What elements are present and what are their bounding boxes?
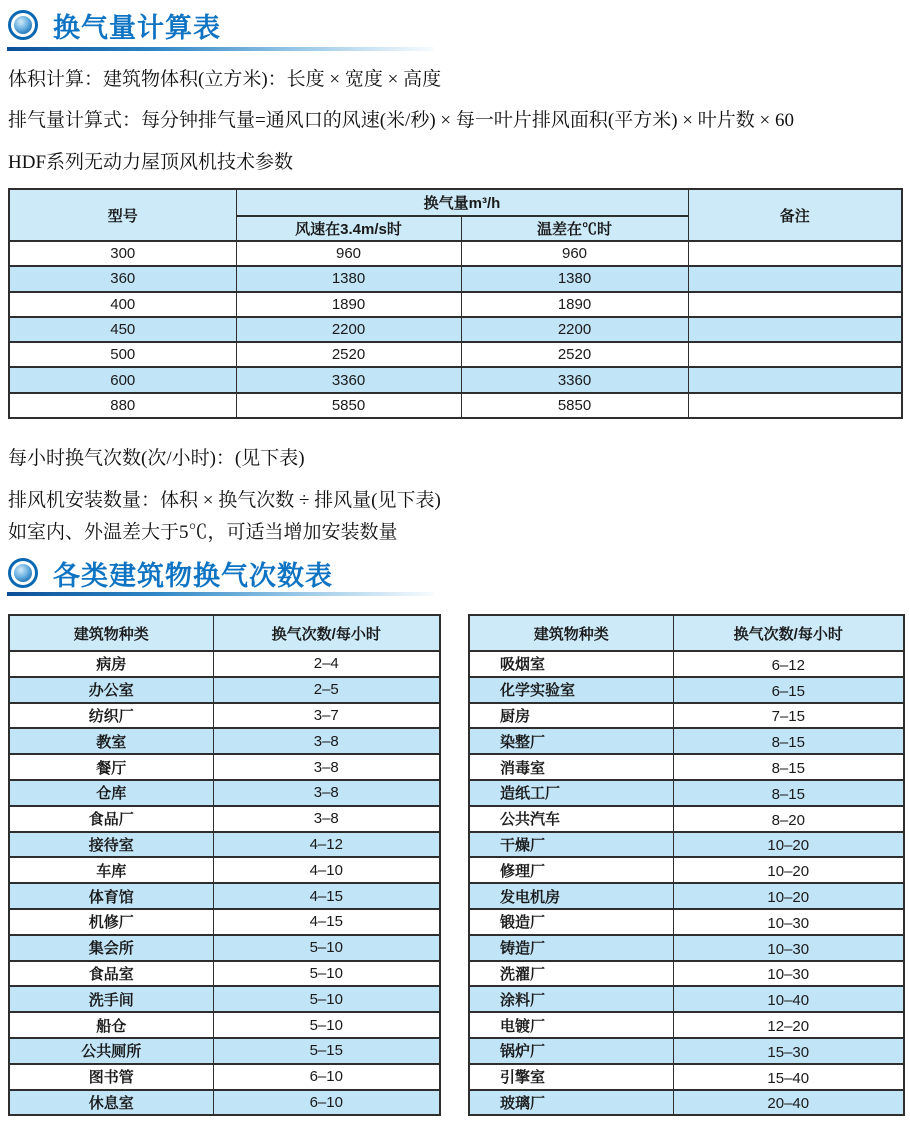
- table-cell: 3360: [236, 367, 461, 392]
- table-cell: 5–15: [213, 1038, 440, 1064]
- table-row: [469, 1038, 904, 1064]
- table-row: [9, 728, 440, 754]
- aer-left-head: [9, 615, 440, 651]
- aer-left-body: [9, 651, 440, 1115]
- table-cell: 8–15: [673, 728, 904, 754]
- table-cell: 400: [9, 292, 236, 317]
- table-row: [9, 241, 902, 266]
- table-row: [9, 266, 902, 291]
- table-cell: 4–15: [213, 883, 440, 909]
- table-cell: 化学实验室: [469, 677, 673, 703]
- column-header-windspeed: 风速在3.4m/s时: [236, 216, 461, 241]
- table-cell: 12–20: [673, 1012, 904, 1038]
- table-cell: [688, 317, 902, 342]
- table-row: [9, 857, 440, 883]
- table-cell: 5–10: [213, 961, 440, 987]
- table-cell: 教室: [9, 728, 213, 754]
- table-cell: 公共汽车: [469, 806, 673, 832]
- table-cell: 1890: [236, 292, 461, 317]
- table-row: [9, 832, 440, 858]
- table-cell: 4–15: [213, 909, 440, 935]
- table-cell: 5–10: [213, 1012, 440, 1038]
- table-row: [9, 935, 440, 961]
- table-cell: 锻造厂: [469, 909, 673, 935]
- fan-quantity-note: 排风机安装数量：体积 × 换气次数 ÷ 排风量(见下表): [8, 490, 441, 511]
- column-header-tempdiff: 温差在℃时: [461, 216, 688, 241]
- table-cell: 休息室: [9, 1090, 213, 1116]
- table-cell: 消毒室: [469, 754, 673, 780]
- table-cell: 洗手间: [9, 986, 213, 1012]
- hdf-series-label: HDF系列无动力屋顶风机技术参数: [8, 152, 294, 173]
- table-cell: 5850: [236, 393, 461, 418]
- table-cell: 2–4: [213, 651, 440, 677]
- table-row: [469, 806, 904, 832]
- table-row: [9, 806, 440, 832]
- table-cell: 5–10: [213, 935, 440, 961]
- table-row: [469, 677, 904, 703]
- table-row: [9, 780, 440, 806]
- table-row: [9, 367, 902, 392]
- table-cell: 3–8: [213, 806, 440, 832]
- volume-formula-text: 体积计算：建筑物体积(立方米)：长度 × 宽度 × 高度: [8, 69, 442, 90]
- table-cell: 3–7: [213, 703, 440, 729]
- column-header-building-type: 建筑物种类: [9, 615, 213, 651]
- table-cell: 6–12: [673, 651, 904, 677]
- table-cell: 600: [9, 367, 236, 392]
- table-row: [9, 677, 440, 703]
- table-row: [9, 292, 902, 317]
- table-cell: 仓库: [9, 780, 213, 806]
- section2-title: 各类建筑物换气次数表: [53, 560, 333, 591]
- table-cell: 接待室: [9, 832, 213, 858]
- table-cell: 6–10: [213, 1064, 440, 1090]
- air-changes-note: 每小时换气次数(次/小时)：(见下表): [8, 448, 305, 469]
- table-row: [469, 909, 904, 935]
- table-cell: [688, 342, 902, 367]
- table-row: [9, 1064, 440, 1090]
- table-row: [9, 703, 440, 729]
- table-row: [9, 393, 902, 418]
- table-cell: 8–15: [673, 754, 904, 780]
- temperature-note: 如室内、外温差大于5℃，可适当增加安装数量: [8, 522, 398, 543]
- table-cell: 4–12: [213, 832, 440, 858]
- table-cell: 食品室: [9, 961, 213, 987]
- table-cell: 船仓: [9, 1012, 213, 1038]
- table-cell: 8–15: [673, 780, 904, 806]
- table-header-row: [9, 189, 902, 216]
- table-row: [469, 754, 904, 780]
- table-cell: 880: [9, 393, 236, 418]
- table-cell: [688, 241, 902, 266]
- table-row: [469, 832, 904, 858]
- table-row: [9, 883, 440, 909]
- table-cell: 5850: [461, 393, 688, 418]
- table-cell: 10–30: [673, 961, 904, 987]
- table-row: [9, 961, 440, 987]
- table-cell: 300: [9, 241, 236, 266]
- table-cell: 染整厂: [469, 728, 673, 754]
- table-row: [469, 857, 904, 883]
- hdf-spec-table-head: [9, 189, 902, 241]
- table-cell: 食品厂: [9, 806, 213, 832]
- section1-header: [8, 8, 221, 42]
- table-cell: 车库: [9, 857, 213, 883]
- table-cell: 15–40: [673, 1064, 904, 1090]
- aer-right-head: [469, 615, 904, 651]
- table-cell: 450: [9, 317, 236, 342]
- column-header-air-changes: 换气次数/每小时: [673, 615, 904, 651]
- hdf-spec-table: [8, 188, 903, 419]
- section2-header: [8, 556, 333, 590]
- column-header-remark: 备注: [688, 189, 902, 241]
- section2-underline: [7, 592, 434, 596]
- table-row: [469, 1012, 904, 1038]
- table-row: [9, 1012, 440, 1038]
- table-row: [469, 1090, 904, 1116]
- table-row: [469, 651, 904, 677]
- table-cell: 960: [236, 241, 461, 266]
- table-cell: 1380: [461, 266, 688, 291]
- target-bullet-icon: [8, 558, 38, 588]
- table-cell: 体育馆: [9, 883, 213, 909]
- target-bullet-icon: [8, 10, 38, 40]
- table-cell: 公共厕所: [9, 1038, 213, 1064]
- table-cell: 造纸工厂: [469, 780, 673, 806]
- table-row: [9, 1038, 440, 1064]
- table-cell: 2200: [461, 317, 688, 342]
- table-row: [9, 317, 902, 342]
- table-cell: 1380: [236, 266, 461, 291]
- hdf-spec-table-body: [9, 241, 902, 418]
- table-cell: 吸烟室: [469, 651, 673, 677]
- table-row: [469, 780, 904, 806]
- table-row: [469, 703, 904, 729]
- table-cell: 纺织厂: [9, 703, 213, 729]
- table-cell: 图书管: [9, 1064, 213, 1090]
- exhaust-formula-text: 排气量计算式：每分钟排气量=通风口的风速(米/秒) × 每一叶片排风面积(平方米) × 叶片数 × 60: [8, 110, 794, 131]
- table-row: [469, 728, 904, 754]
- table-cell: 10–30: [673, 935, 904, 961]
- table-row: [9, 342, 902, 367]
- table-cell: 涂料厂: [469, 986, 673, 1012]
- table-cell: 干燥厂: [469, 832, 673, 858]
- table-row: [469, 961, 904, 987]
- table-row: [469, 1064, 904, 1090]
- table-cell: 发电机房: [469, 883, 673, 909]
- column-header-air-changes: 换气次数/每小时: [213, 615, 440, 651]
- table-cell: [688, 393, 902, 418]
- column-header-model: 型号: [9, 189, 236, 241]
- table-cell: 餐厅: [9, 754, 213, 780]
- table-row: [9, 651, 440, 677]
- table-cell: 20–40: [673, 1090, 904, 1116]
- table-cell: 4–10: [213, 857, 440, 883]
- table-cell: 厨房: [469, 703, 673, 729]
- table-cell: 3360: [461, 367, 688, 392]
- table-row: [9, 986, 440, 1012]
- building-aer-table-right: [468, 614, 905, 1116]
- table-header-row: [469, 615, 904, 651]
- table-cell: 1890: [461, 292, 688, 317]
- table-cell: 500: [9, 342, 236, 367]
- table-cell: 2520: [461, 342, 688, 367]
- table-row: [9, 1090, 440, 1116]
- building-aer-table-left: [8, 614, 441, 1116]
- table-cell: 10–30: [673, 909, 904, 935]
- table-row: [9, 909, 440, 935]
- table-cell: [688, 367, 902, 392]
- table-cell: 2–5: [213, 677, 440, 703]
- table-row: [469, 935, 904, 961]
- table-cell: 锅炉厂: [469, 1038, 673, 1064]
- table-cell: 10–20: [673, 857, 904, 883]
- table-header-row: [9, 615, 440, 651]
- table-cell: 7–15: [673, 703, 904, 729]
- table-cell: 电镀厂: [469, 1012, 673, 1038]
- table-cell: 洗濯厂: [469, 961, 673, 987]
- table-cell: 3–8: [213, 728, 440, 754]
- table-cell: 引擎室: [469, 1064, 673, 1090]
- table-cell: 2200: [236, 317, 461, 342]
- table-cell: [688, 292, 902, 317]
- table-cell: 病房: [9, 651, 213, 677]
- table-cell: 6–10: [213, 1090, 440, 1116]
- table-cell: 办公室: [9, 677, 213, 703]
- table-cell: 960: [461, 241, 688, 266]
- table-cell: 3–8: [213, 780, 440, 806]
- table-cell: 玻璃厂: [469, 1090, 673, 1116]
- table-cell: 集会所: [9, 935, 213, 961]
- section1-title: 换气量计算表: [53, 12, 221, 43]
- table-cell: 2520: [236, 342, 461, 367]
- table-cell: 铸造厂: [469, 935, 673, 961]
- table-row: [9, 754, 440, 780]
- section1-underline: [7, 47, 434, 51]
- table-cell: 5–10: [213, 986, 440, 1012]
- table-cell: 360: [9, 266, 236, 291]
- table-cell: 修理厂: [469, 857, 673, 883]
- table-cell: 10–20: [673, 883, 904, 909]
- table-cell: 3–8: [213, 754, 440, 780]
- table-cell: 8–20: [673, 806, 904, 832]
- table-row: [469, 883, 904, 909]
- table-row: [469, 986, 904, 1012]
- aer-right-body: [469, 651, 904, 1115]
- column-header-exchange: 换气量m³/h: [236, 189, 688, 216]
- table-cell: 15–30: [673, 1038, 904, 1064]
- table-cell: 机修厂: [9, 909, 213, 935]
- table-cell: 6–15: [673, 677, 904, 703]
- table-cell: 10–40: [673, 986, 904, 1012]
- table-cell: [688, 266, 902, 291]
- column-header-building-type: 建筑物种类: [469, 615, 673, 651]
- table-cell: 10–20: [673, 832, 904, 858]
